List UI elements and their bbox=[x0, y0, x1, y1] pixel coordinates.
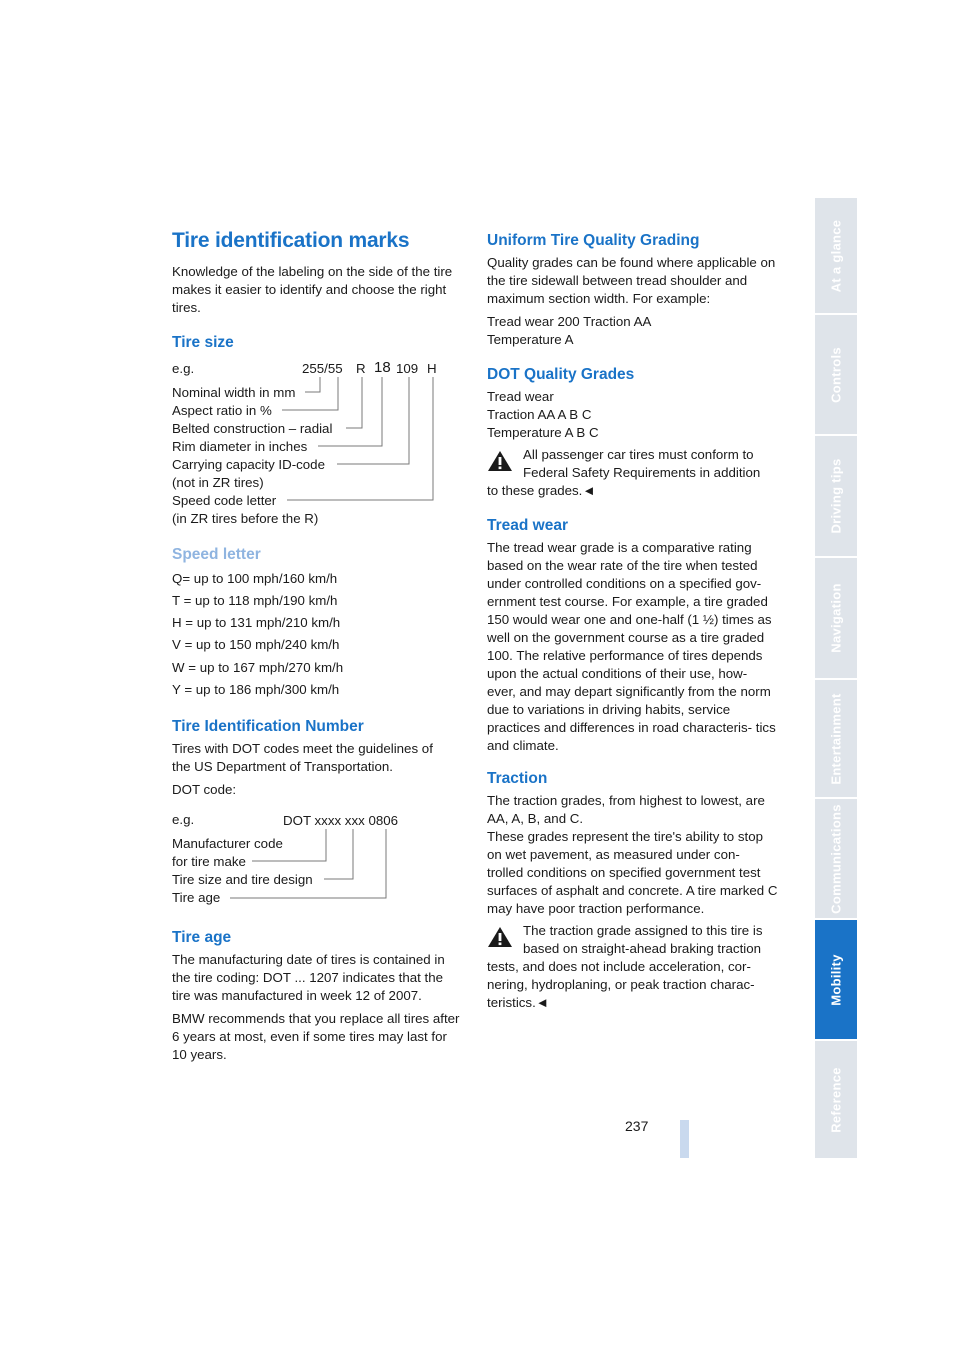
speed-w: W = up to 167 mph/270 km/h bbox=[172, 660, 344, 675]
tab-driving-tips[interactable]: Driving tips bbox=[815, 436, 857, 558]
speed-q: Q= up to 100 mph/160 km/h bbox=[172, 571, 338, 586]
tab-communications[interactable]: Communications bbox=[815, 799, 857, 920]
traction-body-2: These grades represent the tire's ability to stop on wet pavement, as measured under con- trolled conditions on specified government test surfaces of asphalt and concrete. A tire marked C may have poor traction performance. bbox=[487, 829, 778, 916]
dot-code-example: DOT xxxx xxx 0806 bbox=[283, 813, 399, 828]
label-tire-size-design: Tire size and tire design bbox=[172, 872, 313, 887]
label-nominal-width: Nominal width in mm bbox=[172, 385, 296, 400]
tire-size-leader-lines bbox=[172, 360, 464, 530]
speed-t: T = up to 118 mph/190 km/h bbox=[172, 593, 338, 608]
traction-heading: Traction bbox=[487, 770, 548, 787]
tab-reference[interactable]: Reference bbox=[815, 1041, 857, 1160]
warning-icon bbox=[487, 926, 513, 948]
tread-wear-heading: Tread wear bbox=[487, 517, 568, 534]
dot-leader-lines bbox=[172, 811, 464, 911]
page-number-bar bbox=[680, 1120, 689, 1158]
label-rim-diameter: Rim diameter in inches bbox=[172, 439, 308, 454]
traction-body: The traction grades, from highest to lowest, are AA, A, B, and C. bbox=[487, 793, 765, 826]
dot-grades-l1: Tread wear bbox=[487, 389, 554, 404]
label-for-tire-make: for tire make bbox=[172, 854, 246, 869]
tin-heading: Tire Identification Number bbox=[172, 718, 364, 735]
label-manufacturer-code: Manufacturer code bbox=[172, 836, 283, 851]
dot-code-label: DOT code: bbox=[172, 782, 237, 797]
utqg-body: Quality grades can be found where applicable on the tire sidewall between tread shoulder and maximum section width. For example: bbox=[487, 255, 776, 306]
code-speed: H bbox=[427, 361, 437, 376]
tab-controls[interactable]: Controls bbox=[815, 315, 857, 436]
label-not-zr: (not in ZR tires) bbox=[172, 475, 264, 490]
traction-warning-b: based on straight-ahead braking traction bbox=[523, 941, 762, 956]
speed-h: H = up to 131 mph/210 km/h bbox=[172, 615, 341, 630]
dot-code-diagram bbox=[172, 811, 464, 911]
page-number: 237 bbox=[625, 1118, 649, 1134]
speed-v: V = up to 150 mph/240 km/h bbox=[172, 637, 340, 652]
dot-grades-warning-a: All passenger car tires must conform to bbox=[523, 447, 754, 462]
tire-size-diagram bbox=[172, 360, 464, 530]
warning-icon bbox=[487, 450, 513, 472]
label-tire-age: Tire age bbox=[172, 890, 221, 905]
tin-body: Tires with DOT codes meet the guidelines of the US Department of Transportation. bbox=[172, 741, 433, 774]
tab-at-a-glance[interactable]: At a glance bbox=[815, 198, 857, 315]
speed-letter-heading: Speed letter bbox=[172, 546, 261, 563]
dot-grades-l2: Traction AA A B C bbox=[487, 407, 592, 422]
code-construction: R bbox=[356, 361, 366, 376]
speed-y: Y = up to 186 mph/300 km/h bbox=[172, 682, 340, 697]
traction-warning-c: tests, and does not include acceleration, cor- nering, hydroplaning, or peak traction charac- teristics.◄ bbox=[487, 959, 755, 1010]
code-width: 255/55 bbox=[302, 361, 343, 376]
code-rim: 18 bbox=[374, 359, 391, 376]
utqg-example-2: Temperature A bbox=[487, 332, 574, 347]
tire-age-p2: BMW recommends that you replace all tires after 6 years at most, even if some tires may last for 10 years. bbox=[172, 1011, 460, 1062]
label-speed-code: Speed code letter bbox=[172, 493, 277, 508]
dot-grades-l3: Temperature A B C bbox=[487, 425, 599, 440]
eg-label: e.g. bbox=[172, 361, 195, 376]
label-belted: Belted construction – radial bbox=[172, 421, 333, 436]
code-load: 109 bbox=[396, 361, 419, 376]
traction-warning-a: The traction grade assigned to this tire is bbox=[523, 923, 763, 938]
dot-grades-warning-b: Federal Safety Requirements in addition bbox=[523, 465, 761, 480]
page-title: Tire identification marks bbox=[172, 229, 410, 252]
label-carrying-capacity: Carrying capacity ID-code bbox=[172, 457, 325, 472]
tire-age-p1: The manufacturing date of tires is contained in the tire coding: DOT ... 1207 indicates that the tire was manufactured in week 12 of 2007. bbox=[172, 952, 445, 1003]
tab-navigation[interactable]: Navigation bbox=[815, 558, 857, 680]
tread-wear-body: The tread wear grade is a comparative rating based on the wear rate of the tire when tested under controlled conditions on a specified gov- ernment test course. For example, a tire graded 150 would wear one and one-half (1 ½) times as well on the government course as a tire graded 100. The relative performance of tires depends upon the actual conditions of their use, how- ever, and may depart significantly from the norm due to variations in driving habits, service practices and differences in road characteris- tics and climate. bbox=[487, 540, 776, 753]
utqg-heading: Uniform Tire Quality Grading bbox=[487, 232, 700, 249]
dot-eg-label: e.g. bbox=[172, 812, 195, 827]
tab-entertainment[interactable]: Entertainment bbox=[815, 680, 857, 799]
chapter-tabs bbox=[815, 198, 857, 1160]
utqg-example-1: Tread wear 200 Traction AA bbox=[487, 314, 652, 329]
tire-size-heading: Tire size bbox=[172, 334, 234, 351]
label-aspect-ratio: Aspect ratio in % bbox=[172, 403, 272, 418]
dot-grades-warning-c: to these grades.◄ bbox=[487, 483, 596, 498]
dot-grades-heading: DOT Quality Grades bbox=[487, 366, 635, 383]
tab-mobility[interactable]: Mobility bbox=[815, 920, 857, 1041]
intro-text: Knowledge of the labeling on the side of the tire makes it easier to identify and choose the right tires. bbox=[172, 264, 453, 315]
label-zr-before-r: (in ZR tires before the R) bbox=[172, 511, 319, 526]
tire-age-heading: Tire age bbox=[172, 929, 232, 946]
